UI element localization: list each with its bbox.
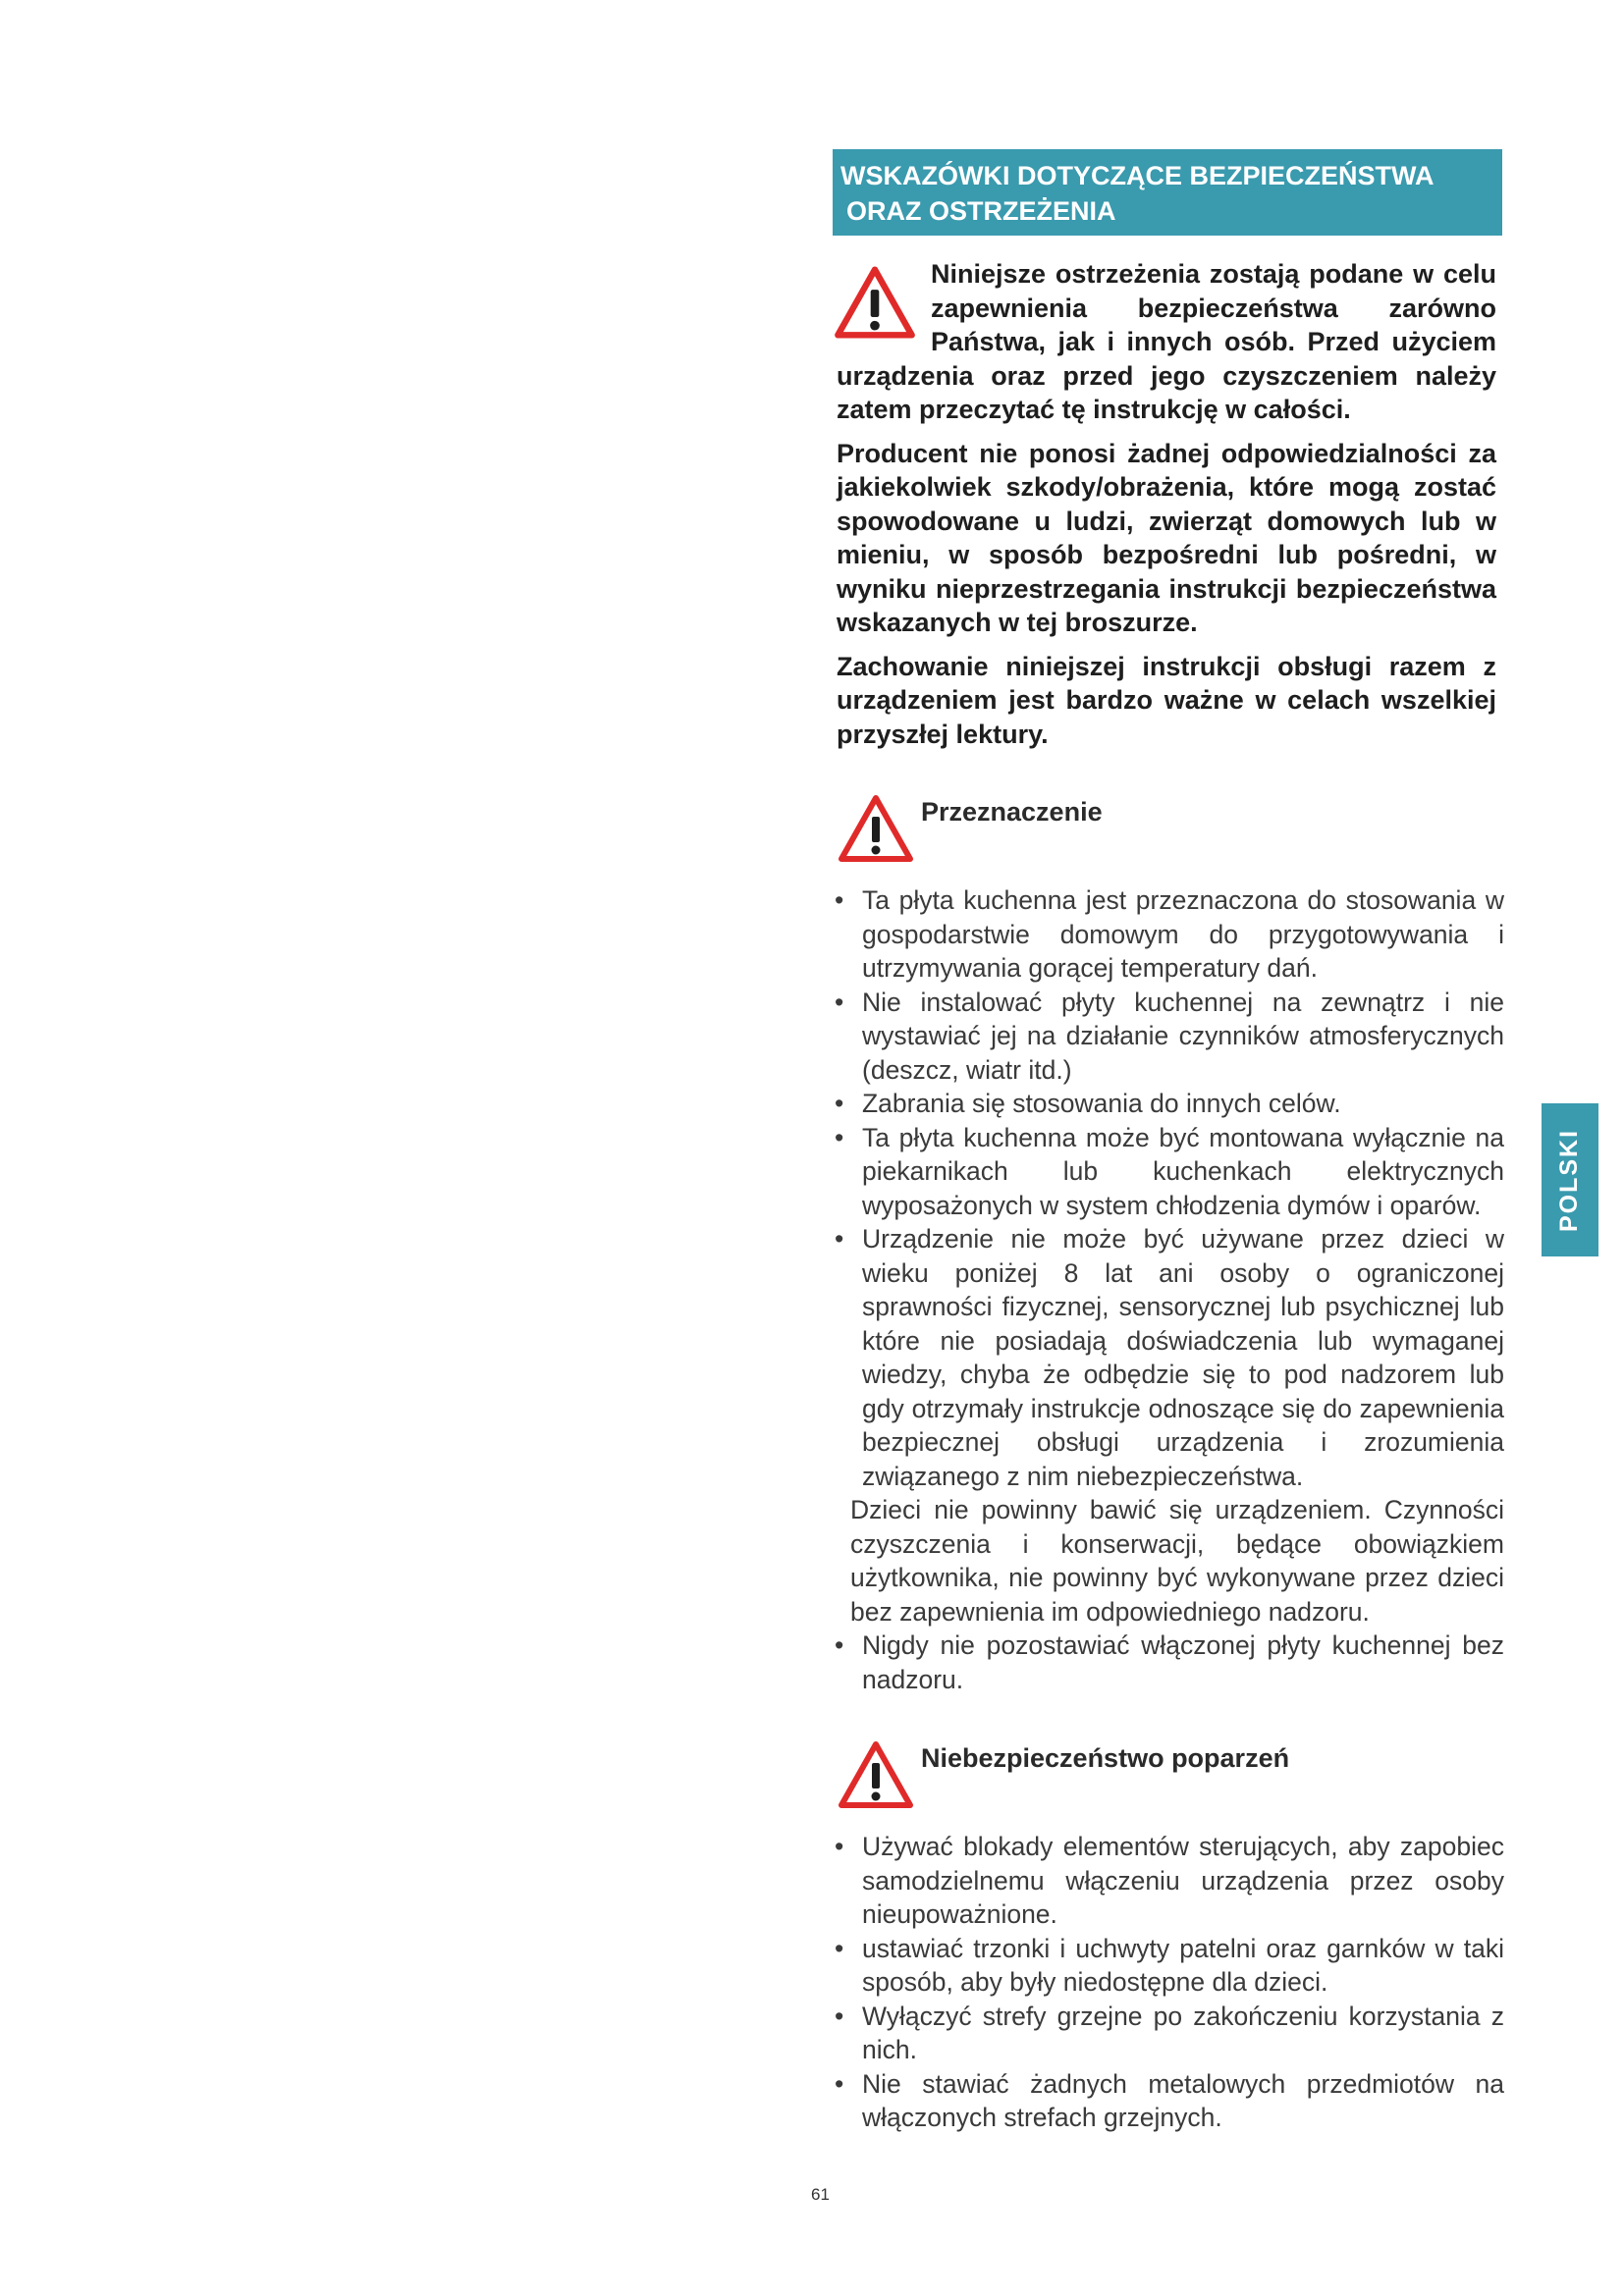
section-title-purpose: Przeznaczenie	[921, 797, 1103, 827]
header-line-2: ORAZ OSTRZEŻENIA	[846, 196, 1116, 226]
warning-triangle-icon	[837, 1739, 915, 1810]
intro-paragraph-3: Zachowanie niniejszej instrukcji obsługi razem z urządzeniem jest bardzo ważne w celach wszelkiej przyszłej lektury.	[837, 651, 1496, 749]
list-item: • Ta płyta kuchenna jest przeznaczona do stosowania w gospodarstwie domowym do przygotowywania i utrzymywania gorącej temperatury dań.	[835, 885, 1504, 983]
warning-triangle-icon	[833, 263, 917, 342]
purpose-list	[835, 883, 1504, 1696]
list-item: • Ta płyta kuchenna może być montowana wyłącznie na piekarnikach lub kuchenkach elektrycznych wyposażonych w system chłodzenia dymów i oparów.	[835, 1122, 1504, 1220]
list-item: • Nie instalować płyty kuchennej na zewnątrz i nie wystawiać jej na działanie czynników atmosferycznych (deszcz, wiatr itd.)	[835, 987, 1504, 1085]
list-item: • ustawiać trzonki i uchwyty patelni oraz garnków w taki sposób, aby były niedostępne dla dzieci.	[835, 1933, 1504, 1997]
list-item: • Zabrania się stosowania do innych celów.	[835, 1089, 1341, 1118]
section-title-burn-hazard: Niebezpieczeństwo poparzeń	[921, 1743, 1290, 1773]
intro-text	[837, 257, 1496, 761]
warning-triangle-icon	[837, 793, 915, 864]
page-number: 61	[811, 2185, 830, 2204]
list-item: • Wyłączyć strefy grzejne po zakończeniu korzystania z nich.	[835, 2001, 1504, 2064]
list-item: • Nie stawiać żadnych metalowych przedmiotów na włączonych strefach grzejnych.	[835, 2068, 1504, 2132]
intro-paragraph-1: Niniejsze ostrzeżenia zostają podane w celu zapewnienia bezpieczeństwa zarówno Państwa, jak i innych osób. Przed użyciem urządzenia oraz przed jego czyszczeniem należy zatem przeczytać tę instrukcję w całości.	[837, 257, 1496, 427]
list-item: Dzieci nie powinny bawić się urządzeniem. Czynności czyszczenia i konserwacji, będące obowiązkiem użytkownika, nie powinny być wykonywane przez dzieci bez zapewnienia im odpowiedniego nadzoru.	[850, 1495, 1504, 1627]
intro-paragraph-2: Producent nie ponosi żadnej odpowiedzialności za jakiekolwiek szkody/obrażenia, które mogą zostać spowodowane u ludzi, zwierząt domowych lub w mieniu, w sposób bezpośredni lub pośredni, w wyniku nieprzestrzegania instrukcji bezpieczeństwa wskazanych w tej broszurze.	[837, 438, 1496, 637]
list-item: • Używać blokady elementów sterujących, aby zapobiec samodzielnemu włączeniu urządzenia przez osoby nieupoważnione.	[835, 1832, 1504, 1929]
header-line-1: WSKAZÓWKI DOTYCZĄCE BEZPIECZEŃSTWA	[840, 161, 1435, 190]
language-tab-label: POLSKI	[1555, 1128, 1584, 1232]
list-item: • Nigdy nie pozostawiać włączonej płyty kuchennej bez nadzoru.	[835, 1630, 1504, 1694]
language-tab	[1542, 1103, 1598, 1256]
list-item: • Urządzenie nie może być używane przez dzieci w wieku poniżej 8 lat ani osoby o ograniczonej sprawności fizycznej, sensorycznej lub psychicznej lub które nie posiadają doświadczenia lub wymaganej wiedzy, chyba że odbędzie się to pod nadzorem lub gdy otrzymały instrukcje odnoszące się do zapewnienia bezpiecznej obsługi urządzenia i zrozumienia związanego z nim niebezpieczeństwa.	[835, 1224, 1504, 1491]
section-header	[833, 149, 1502, 236]
burn-hazard-list	[835, 1830, 1504, 2135]
